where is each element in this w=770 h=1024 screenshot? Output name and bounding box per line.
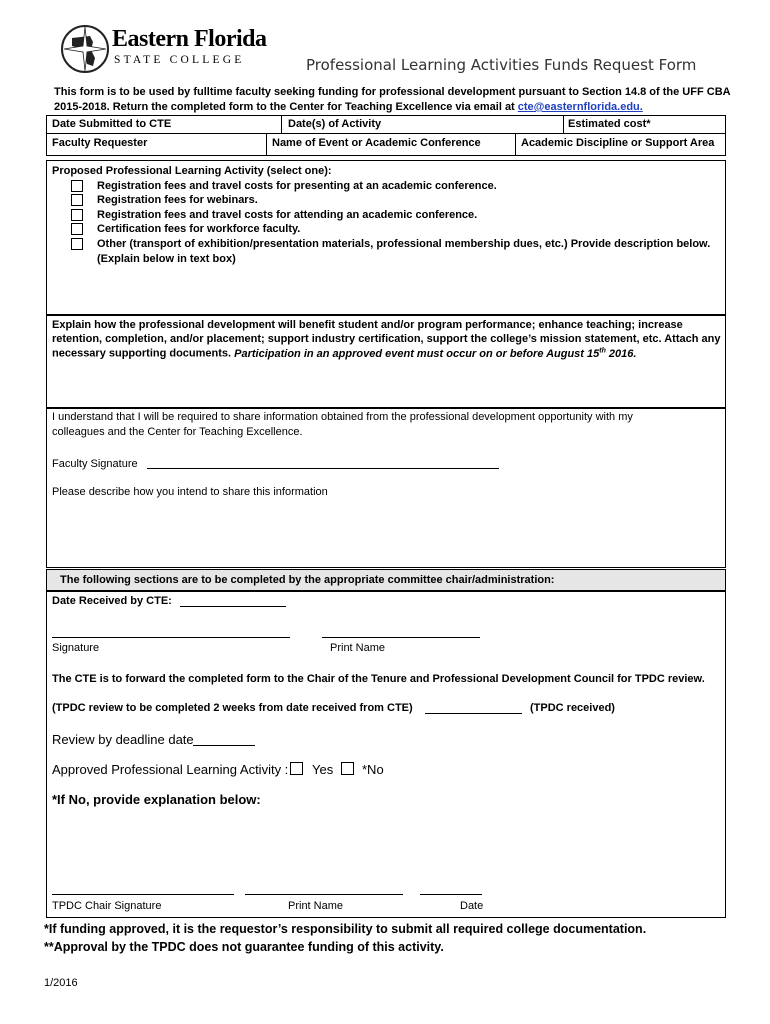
forward-note: The CTE is to forward the completed form to the Chair of the Tenure and Professional Development Council for TPDC review. bbox=[52, 673, 705, 685]
tpdc-review-note: (TPDC review to be completed 2 weeks from date received from CTE) bbox=[52, 702, 413, 714]
form-version: 1/2016 bbox=[44, 977, 78, 989]
option-other-checkbox[interactable] bbox=[71, 238, 83, 250]
option-certification-checkbox[interactable] bbox=[71, 223, 83, 235]
chair-signature-line[interactable] bbox=[52, 894, 234, 895]
form-title: Professional Learning Activities Funds Request Form bbox=[306, 56, 697, 74]
benefit-deadline-main: Participation in an approved event must occur on or before August 15 bbox=[234, 347, 600, 360]
explain-note: (Explain below in text box) bbox=[97, 253, 236, 265]
activity-heading: Proposed Professional Learning Activity (select one): bbox=[52, 165, 332, 177]
benefit-line-3 bbox=[52, 347, 636, 360]
table-divider bbox=[563, 115, 564, 133]
cte-print-name-line[interactable] bbox=[322, 637, 480, 638]
benefit-line-1: Explain how the professional development will benefit student and/or program performance; enhance teaching; increase bbox=[52, 319, 683, 331]
cte-signature-line[interactable] bbox=[52, 637, 290, 638]
discipline-label: Academic Discipline or Support Area bbox=[521, 137, 715, 149]
intro-line-2-text: 2015-2018. Return the completed form to the Center for Teaching Excellence via email at bbox=[54, 101, 518, 113]
tpdc-received-line[interactable] bbox=[425, 713, 522, 714]
faculty-requester-label: Faculty Requester bbox=[52, 137, 148, 149]
cte-email-link[interactable]: cte@easternflorida.edu. bbox=[517, 101, 643, 113]
option-other-label: Other (transport of exhibition/presentation materials, professional membership dues, etc.) Provide description below. bbox=[97, 238, 711, 250]
footer-note-1: *If funding approved, it is the requestor’s responsibility to submit all required college documentation. bbox=[44, 922, 647, 936]
cte-signature-label: Signature bbox=[52, 642, 100, 654]
logo-subtitle: STATE COLLEGE bbox=[114, 54, 245, 66]
cte-print-name-label: Print Name bbox=[330, 642, 386, 654]
estimated-cost-label: Estimated cost* bbox=[568, 118, 651, 130]
logo-name: Eastern Florida bbox=[112, 26, 267, 52]
chair-print-name-label: Print Name bbox=[288, 900, 344, 912]
option-webinars-label: Registration fees for webinars. bbox=[97, 194, 258, 206]
table-divider bbox=[266, 133, 267, 156]
table-divider bbox=[281, 115, 282, 133]
tpdc-received-label: (TPDC received) bbox=[530, 702, 615, 714]
review-deadline-line[interactable] bbox=[193, 745, 255, 746]
share-line-1: I understand that I will be required to share information obtained from the professional development opportunity with my bbox=[52, 411, 633, 423]
benefit-deadline-text bbox=[234, 348, 636, 360]
if-no-label: *If No, provide explanation below: bbox=[52, 792, 261, 807]
committee-heading: The following sections are to be completed by the appropriate committee chair/administration: bbox=[60, 574, 555, 586]
chair-date-label: Date bbox=[460, 900, 484, 912]
option-certification-label: Certification fees for workforce faculty. bbox=[97, 223, 301, 235]
option-attending-label: Registration fees and travel costs for attending an academic conference. bbox=[97, 209, 478, 221]
share-line-2: colleagues and the Center for Teaching Excellence. bbox=[52, 426, 303, 438]
date-received-line[interactable] bbox=[180, 606, 286, 607]
college-logo bbox=[60, 22, 270, 78]
chair-date-line[interactable] bbox=[420, 894, 482, 895]
intro-line-2 bbox=[54, 101, 643, 113]
benefit-deadline-year: 2016. bbox=[605, 347, 637, 360]
option-presenting-label: Registration fees and travel costs for presenting at an academic conference. bbox=[97, 180, 497, 192]
chair-signature-label: TPDC Chair Signature bbox=[52, 900, 162, 912]
option-webinars-checkbox[interactable] bbox=[71, 194, 83, 206]
share-describe-label: Please describe how you intend to share this information bbox=[52, 486, 328, 498]
intro-line-1: This form is to be used by fulltime faculty seeking funding for professional development pursuant to Section 14.8 of the UFF CBA bbox=[54, 86, 731, 98]
option-presenting-checkbox[interactable] bbox=[71, 180, 83, 192]
dates-of-activity-label: Date(s) of Activity bbox=[288, 118, 382, 130]
table-divider bbox=[46, 133, 726, 134]
event-name-label: Name of Event or Academic Conference bbox=[272, 137, 481, 149]
table-divider bbox=[515, 133, 516, 156]
approved-no-checkbox[interactable] bbox=[341, 762, 354, 775]
benefit-line-2: retention, completion, and/or placement; support industry certification, support the college’s mission statement, etc. Attach any bbox=[52, 333, 721, 345]
florida-seal-icon bbox=[60, 24, 110, 74]
faculty-signature-label: Faculty Signature bbox=[52, 458, 138, 470]
approved-yes-label: Yes bbox=[312, 762, 334, 777]
date-submitted-label: Date Submitted to CTE bbox=[52, 118, 172, 130]
chair-print-name-line[interactable] bbox=[245, 894, 403, 895]
approved-yes-checkbox[interactable] bbox=[290, 762, 303, 775]
benefit-deadline-sup: th bbox=[599, 347, 606, 354]
approved-no-label: *No bbox=[362, 762, 384, 777]
date-received-label: Date Received by CTE: bbox=[52, 595, 172, 607]
faculty-signature-line[interactable] bbox=[147, 468, 499, 469]
committee-section bbox=[46, 591, 726, 918]
approved-label: Approved Professional Learning Activity : bbox=[52, 762, 289, 777]
footer-note-2: **Approval by the TPDC does not guarantee funding of this activity. bbox=[44, 940, 444, 954]
option-attending-checkbox[interactable] bbox=[71, 209, 83, 221]
review-deadline-label: Review by deadline date bbox=[52, 732, 194, 747]
benefit-line-3-text: necessary supporting documents. bbox=[52, 347, 235, 360]
